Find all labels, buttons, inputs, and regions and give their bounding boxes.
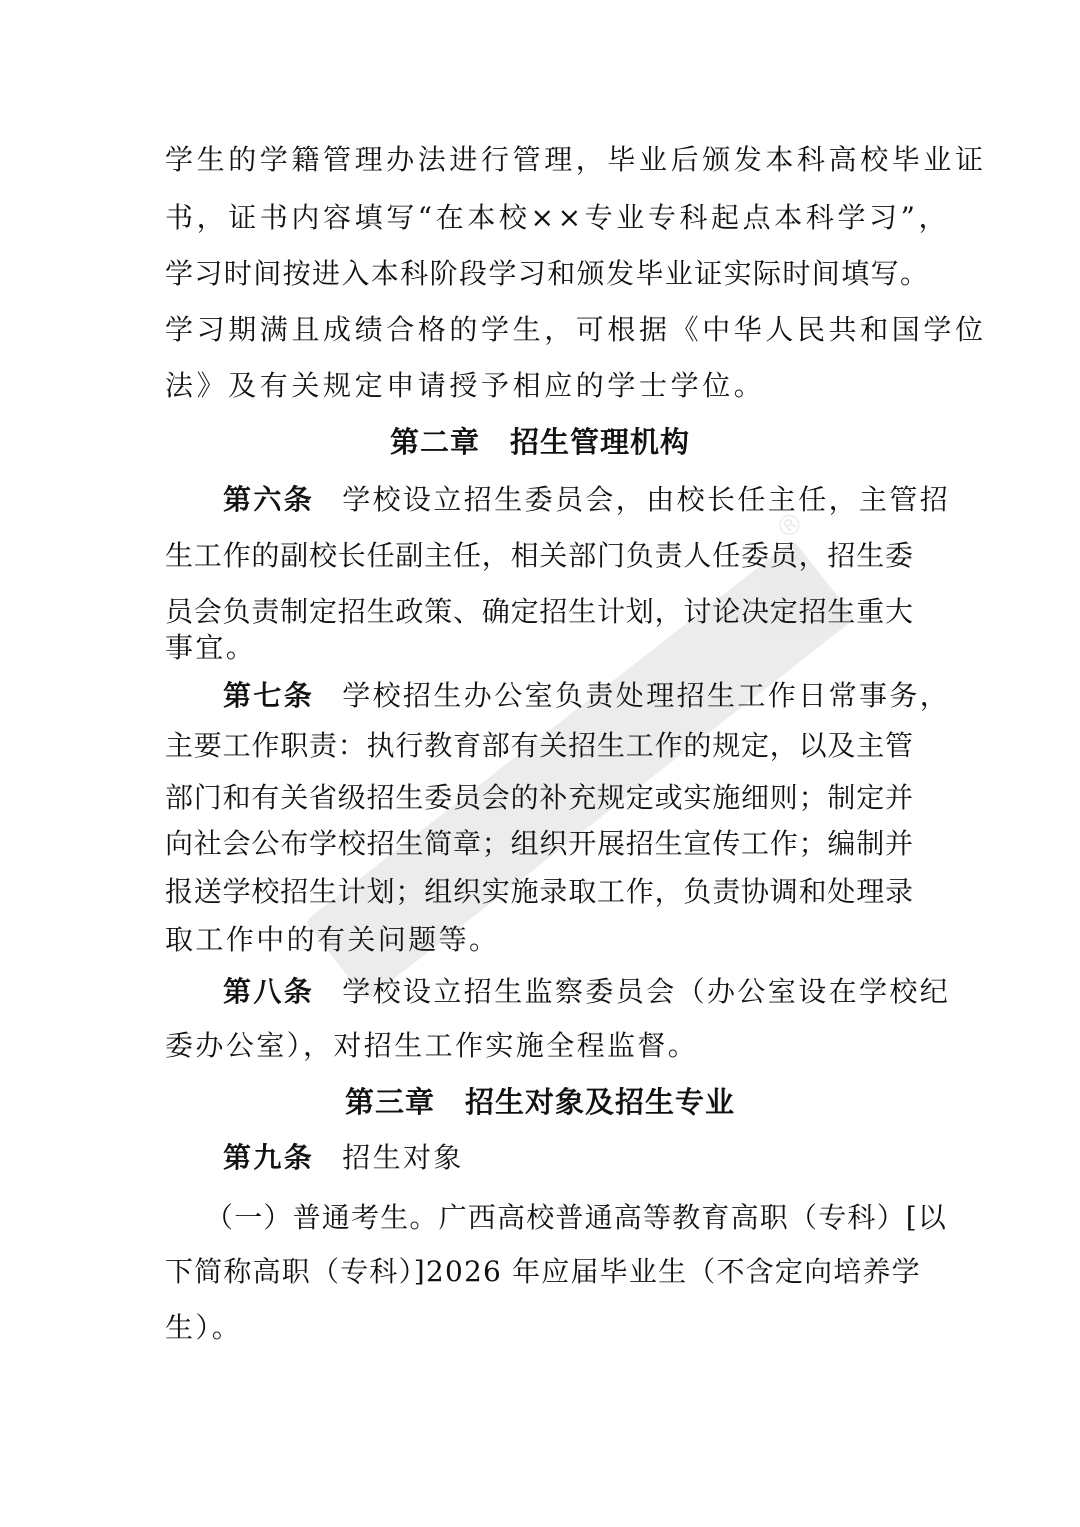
registered-mark-icon: ®	[768, 503, 812, 548]
text-line: 学生的学籍管理办法进行管理，毕业后颁发本科高校毕业证	[165, 143, 987, 176]
article-title: 招生对象	[342, 1141, 464, 1174]
article-number: 第九条	[223, 1141, 315, 1174]
text-line: 取工作中的有关问题等。	[165, 923, 500, 956]
text-line: 生）。	[165, 1311, 243, 1344]
article-text: 学校设立招生委员会，由校长任主任，主管招	[342, 483, 951, 516]
text-line: 报送学校招生计划；组织实施录取工作，负责协调和处理录	[165, 875, 914, 908]
text-line: 主要工作职责：执行教育部有关招生工作的规定，以及主管	[165, 729, 914, 762]
text-line: 学习期满且成绩合格的学生，可根据《中华人民共和国学位	[165, 313, 987, 346]
text-line: 事宜。	[165, 631, 257, 664]
article-first-line	[223, 472, 951, 528]
text-line: 部门和有关省级招生委员会的补充规定或实施细则；制定并	[165, 781, 914, 814]
article-number: 第六条	[223, 483, 315, 516]
text-line: 下简称高职（专科）]2026 年应届毕业生（不含定向培养学	[165, 1255, 921, 1288]
text-line: 法》及有关规定申请授予相应的学士学位。	[165, 369, 766, 402]
text-line: 委办公室），对招生工作实施全程监督。	[165, 1029, 699, 1062]
text-line: 生工作的副校长任副主任，相关部门负责人任委员，招生委	[165, 539, 914, 572]
article-first-line	[223, 668, 951, 724]
article-first-line	[223, 1130, 915, 1186]
text-line: 学习时间按进入本科阶段学习和颁发毕业证实际时间填写。	[165, 257, 930, 290]
chapter-heading: 第二章 招生管理机构	[389, 425, 690, 459]
article-text: 学校设立招生监察委员会（办公室设在学校纪	[342, 975, 951, 1008]
article-number: 第八条	[223, 975, 315, 1008]
text-line: 向社会公布学校招生简章；组织开展招生宣传工作；编制并	[165, 827, 914, 860]
text-line: （一）普通考生。广西高校普通高等教育高职（专科）[以	[205, 1201, 948, 1234]
chapter-heading: 第三章 招生对象及招生专业	[344, 1085, 735, 1119]
text-line: 书，证书内容填写“在本校××专业专科起点本科学习”，	[165, 201, 951, 234]
article-text: 学校招生办公室负责处理招生工作日常事务，	[342, 679, 951, 712]
article-number: 第七条	[223, 679, 315, 712]
article-first-line	[223, 964, 951, 1020]
text-line: 员会负责制定招生政策、确定招生计划，讨论决定招生重大	[165, 595, 914, 628]
